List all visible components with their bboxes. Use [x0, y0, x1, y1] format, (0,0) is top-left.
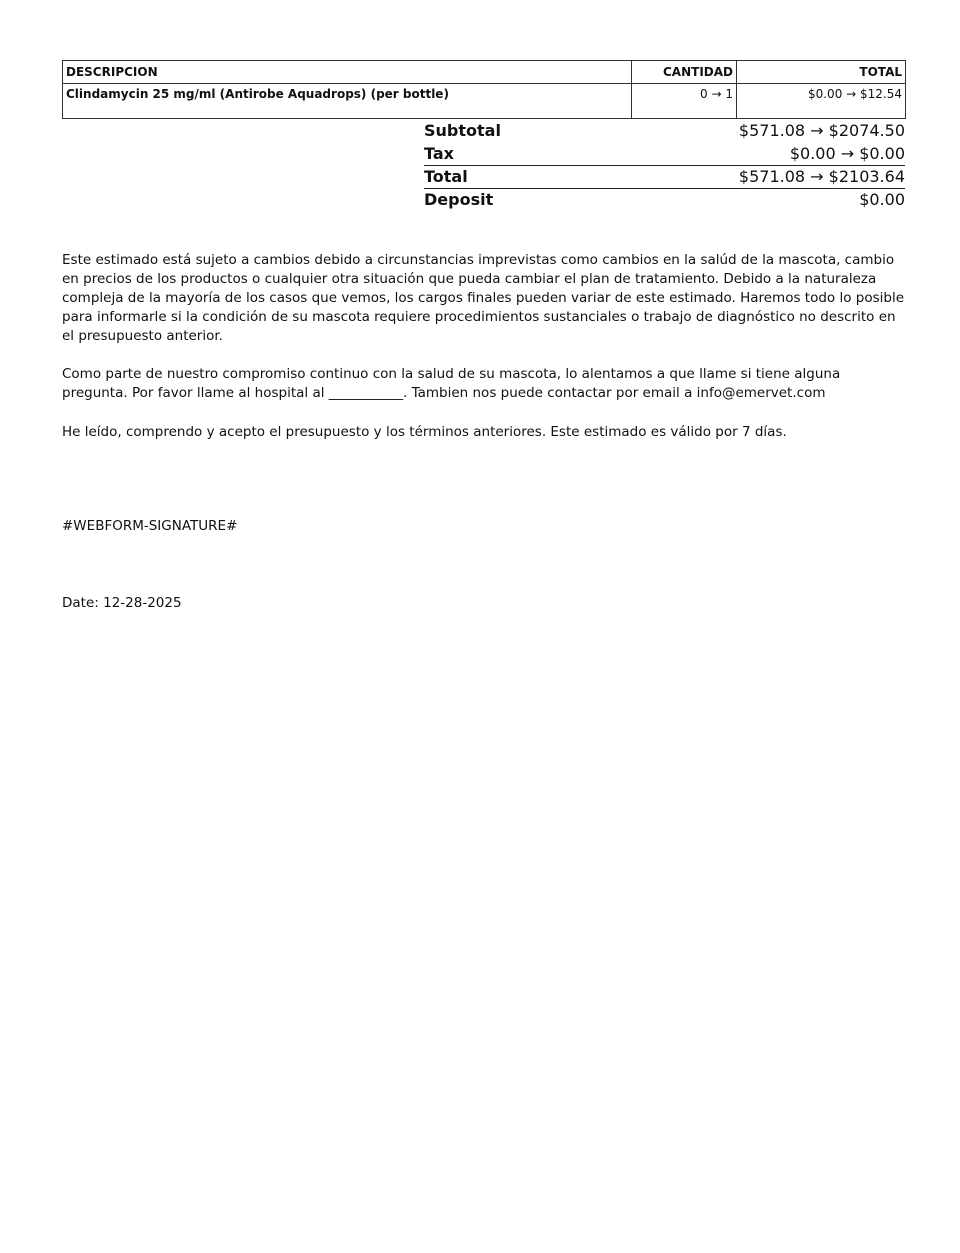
total-row [424, 166, 905, 189]
description-header: DESCRIPCION [63, 61, 632, 84]
item-quantity: 0 → 1 [632, 84, 737, 119]
contact-paragraph: Como parte de nuestro compromiso continuo con la salud de su mascota, lo alentamos a que llame si tiene alguna pregunta. Por favor llame al hospital al ___________. Tambien nos puede contactar por email a info@emervet.com [62, 366, 841, 401]
line-items-table [62, 60, 906, 119]
deposit-row [424, 189, 905, 212]
quantity-header: CANTIDAD [632, 61, 737, 84]
totals-summary [424, 120, 905, 212]
tax-label: Tax [424, 144, 454, 163]
tax-row [424, 143, 905, 166]
total-header: TOTAL [737, 61, 906, 84]
date-line: Date: 12-28-2025 [62, 595, 182, 611]
subtotal-row [424, 120, 905, 143]
tax-value: $0.00 → $0.00 [789, 144, 905, 163]
table-row [63, 84, 906, 119]
acceptance-paragraph: He leído, comprendo y acepto el presupuesto y los términos anteriores. Este estimado es válido por 7 días. [62, 424, 787, 440]
deposit-value: $0.00 [859, 190, 905, 209]
deposit-label: Deposit [424, 190, 494, 209]
table-header-row [63, 61, 906, 84]
disclaimer-paragraph: Este estimado está sujeto a cambios debido a circunstancias imprevistas como cambios en la salúd de la mascota, cambio en precios de los productos o cualquier otra situación que pueda cambiar el plan de tratamiento. Debido a la naturaleza compleja de la mayoría de los casos que vemos, los cargos finales pueden variar de este estimado. Haremos todo lo posible para informarle si la condición de su mascota requiere procedimientos sustanciales o trabajo de diagnóstico no descrito en el presupuesto anterior. [62, 252, 904, 344]
total-value: $571.08 → $2103.64 [738, 167, 905, 186]
signature-placeholder: #WEBFORM-SIGNATURE# [62, 518, 238, 534]
item-description: Clindamycin 25 mg/ml (Antirobe Aquadrops) (per bottle) [63, 84, 632, 119]
subtotal-label: Subtotal [424, 121, 501, 140]
item-total: $0.00 → $12.54 [737, 84, 906, 119]
total-label: Total [424, 167, 468, 186]
subtotal-value: $571.08 → $2074.50 [738, 121, 905, 140]
